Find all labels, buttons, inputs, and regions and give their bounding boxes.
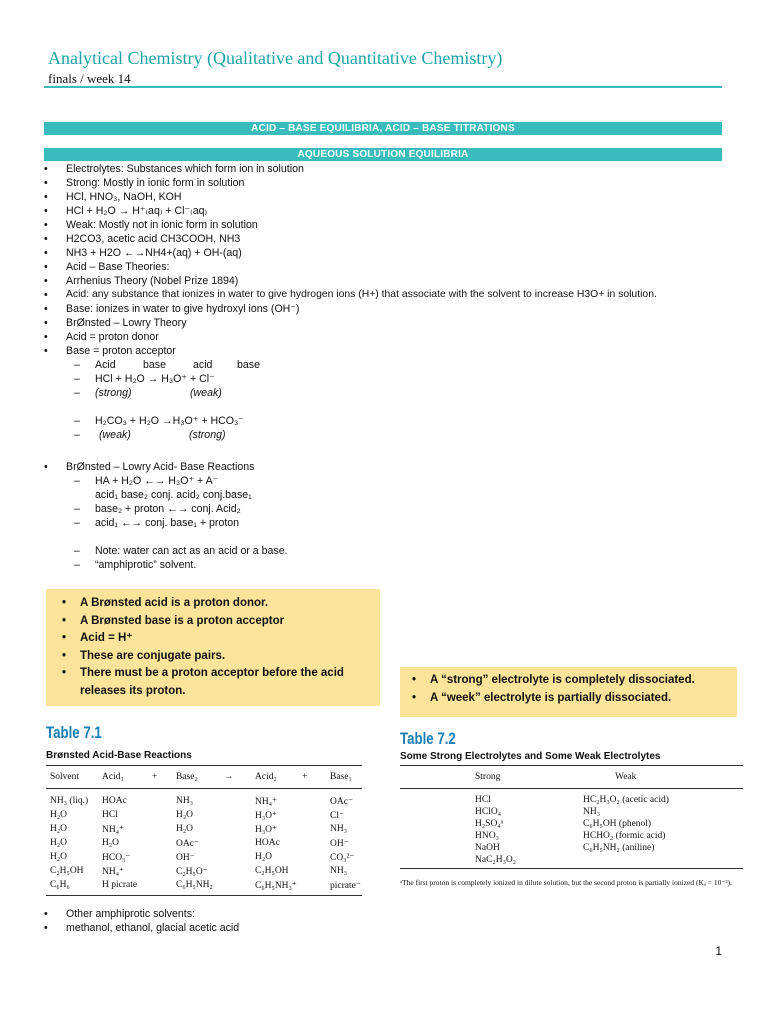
table-title: Table 7.1 (46, 723, 102, 742)
table-title: Table 7.2 (400, 729, 456, 748)
table-header: Weak (615, 772, 637, 782)
table-header: Strong (475, 772, 501, 782)
sub-item-tags: – (weak) (strong) (74, 429, 226, 441)
list-item: • Acid: any substance that ionizes in water to give hydrogen ions (H+) that associate with the solvent to increase H3O+ in solution. (44, 289, 657, 301)
section-bar-aqueous: AQUEOUS SOLUTION EQUILIBRIA (44, 148, 722, 161)
list-item-continuation: releases its proton. (80, 684, 186, 697)
table-cell: HClO₄ (475, 807, 502, 817)
list-item: • Electrolytes: Substances which form ion in solution (44, 163, 304, 175)
sub-item: – acid₁ ←→ conj. base₁ + proton (74, 517, 240, 529)
table-cell: NaC₂H₃O₂ (475, 855, 517, 865)
list-item: • BrØnsted – Lowry Acid- Base Reactions (44, 461, 255, 473)
list-item: • Base = proton acceptor (44, 345, 176, 357)
sub-item: – Note: water can act as an acid or a base. (74, 545, 288, 557)
list-item: • BrØnsted – Lowry Theory (44, 317, 187, 329)
table-header: → (224, 772, 234, 782)
page-number: 1 (715, 944, 722, 958)
list-item: • Acid – Base Theories: (44, 261, 170, 273)
main-bullet-list (44, 162, 724, 572)
table-cell: C₆H₅NH₂ (aniline) (583, 843, 655, 853)
header-rule (44, 86, 722, 88)
list-item: • NH3 + H2O ←→NH4+(aq) + OH-(aq) (44, 247, 242, 259)
table-cell: NaOH (475, 843, 500, 853)
table-header: Base₂ (176, 772, 198, 782)
document-subtitle: finals / week 14 (48, 71, 131, 86)
list-item: • Acid = proton donor (44, 331, 159, 343)
sub-item: – base₂ + proton ←→ conj. Acid₂ (74, 503, 241, 515)
list-item: • methanol, ethanol, glacial acetic acid (44, 922, 240, 934)
list-item: • Other amphiprotic solvents: (44, 908, 195, 920)
table-cell: HCHO₂ (formic acid) (583, 831, 666, 841)
list-item: • A “week” electrolyte is partially dissociated. (412, 691, 672, 704)
table-header: Base₁ (330, 772, 352, 782)
list-item: • There must be a proton acceptor before the acid (62, 667, 344, 679)
sub-item-tags: – (strong) (weak) (74, 387, 222, 399)
table-cell: HNO₃ (475, 831, 499, 841)
section-bar-acid-base: ACID – BASE EQUILIBRIA, ACID – BASE TITRATIONS (44, 122, 722, 135)
list-item: • HCl, HNO₃, NaOH, KOH (44, 191, 182, 203)
table-header: + (152, 772, 158, 782)
table-subtitle: Brønsted Acid-Base Reactions (46, 750, 192, 761)
document-title: Analytical Chemistry (Qualitative and Quantitative Chemistry) (48, 48, 503, 68)
sub-item-equation: – HCl + H₂O → H₃O⁺ + Cl⁻ (74, 373, 215, 385)
table-cell: NH₃ (583, 807, 601, 817)
table-header: Acid₂ (255, 772, 277, 782)
list-item: • Weak: Mostly not in ionic form in solution (44, 219, 258, 231)
list-item: • A “strong” electrolyte is completely dissociated. (412, 674, 695, 686)
bottom-bullet-list (44, 907, 724, 935)
sub-item-equation: – HA + H₂O ←→ H₃O⁺ + A⁻ (74, 475, 219, 487)
table-cell: HCl (475, 795, 491, 805)
table-cell: H₂SO₄ᵃ (475, 819, 504, 829)
sub-item-equation: – H₂CO₃ + H₂O →H₃O⁺ + HCO₃⁻ (74, 415, 244, 427)
list-item: • A Brønsted base is a proton acceptor (62, 614, 285, 627)
table-cell: C₆H₅OH (phenol) (583, 819, 652, 829)
list-item: • Acid = H⁺ (62, 632, 133, 644)
sub-item-labels: acid₁ base₂ conj. acid₂ conj.base₁ (95, 489, 252, 501)
table-footnote: ᵃThe first proton is completely ionized in dilute solution, but the second proton is partially ionized (Kₐ = 10⁻²). (400, 878, 732, 887)
table-header: + (302, 772, 308, 782)
sub-item: – “amphiprotic” solvent. (74, 559, 197, 571)
list-item: • H2CO3, acetic acid CH3COOH, NH3 (44, 233, 241, 245)
table-subtitle: Some Strong Electrolytes and Some Weak Electrolytes (400, 751, 661, 762)
table-header: Solvent (50, 772, 80, 782)
callout-electrolytes (400, 667, 737, 717)
list-item: • Base: ionizes in water to give hydroxyl ions (OH⁻) (44, 303, 300, 315)
list-item: • These are conjugate pairs. (62, 649, 226, 662)
table-header: Acid₁ (102, 772, 124, 782)
list-item: • Arrhenius Theory (Nobel Prize 1894) (44, 275, 239, 287)
list-item: • A Brønsted acid is a proton donor. (62, 597, 269, 609)
table-cell: HC₂H₃O₂ (acetic acid) (583, 795, 669, 805)
list-item: • Strong: Mostly in ionic form in solution (44, 177, 245, 189)
callout-bronsted (46, 589, 380, 706)
sub-item-labels: – Acid base acid base (74, 359, 260, 371)
list-item: • HCl + H₂O → H⁺₍aq₎ + Cl⁻₍aq₎ (44, 205, 208, 217)
